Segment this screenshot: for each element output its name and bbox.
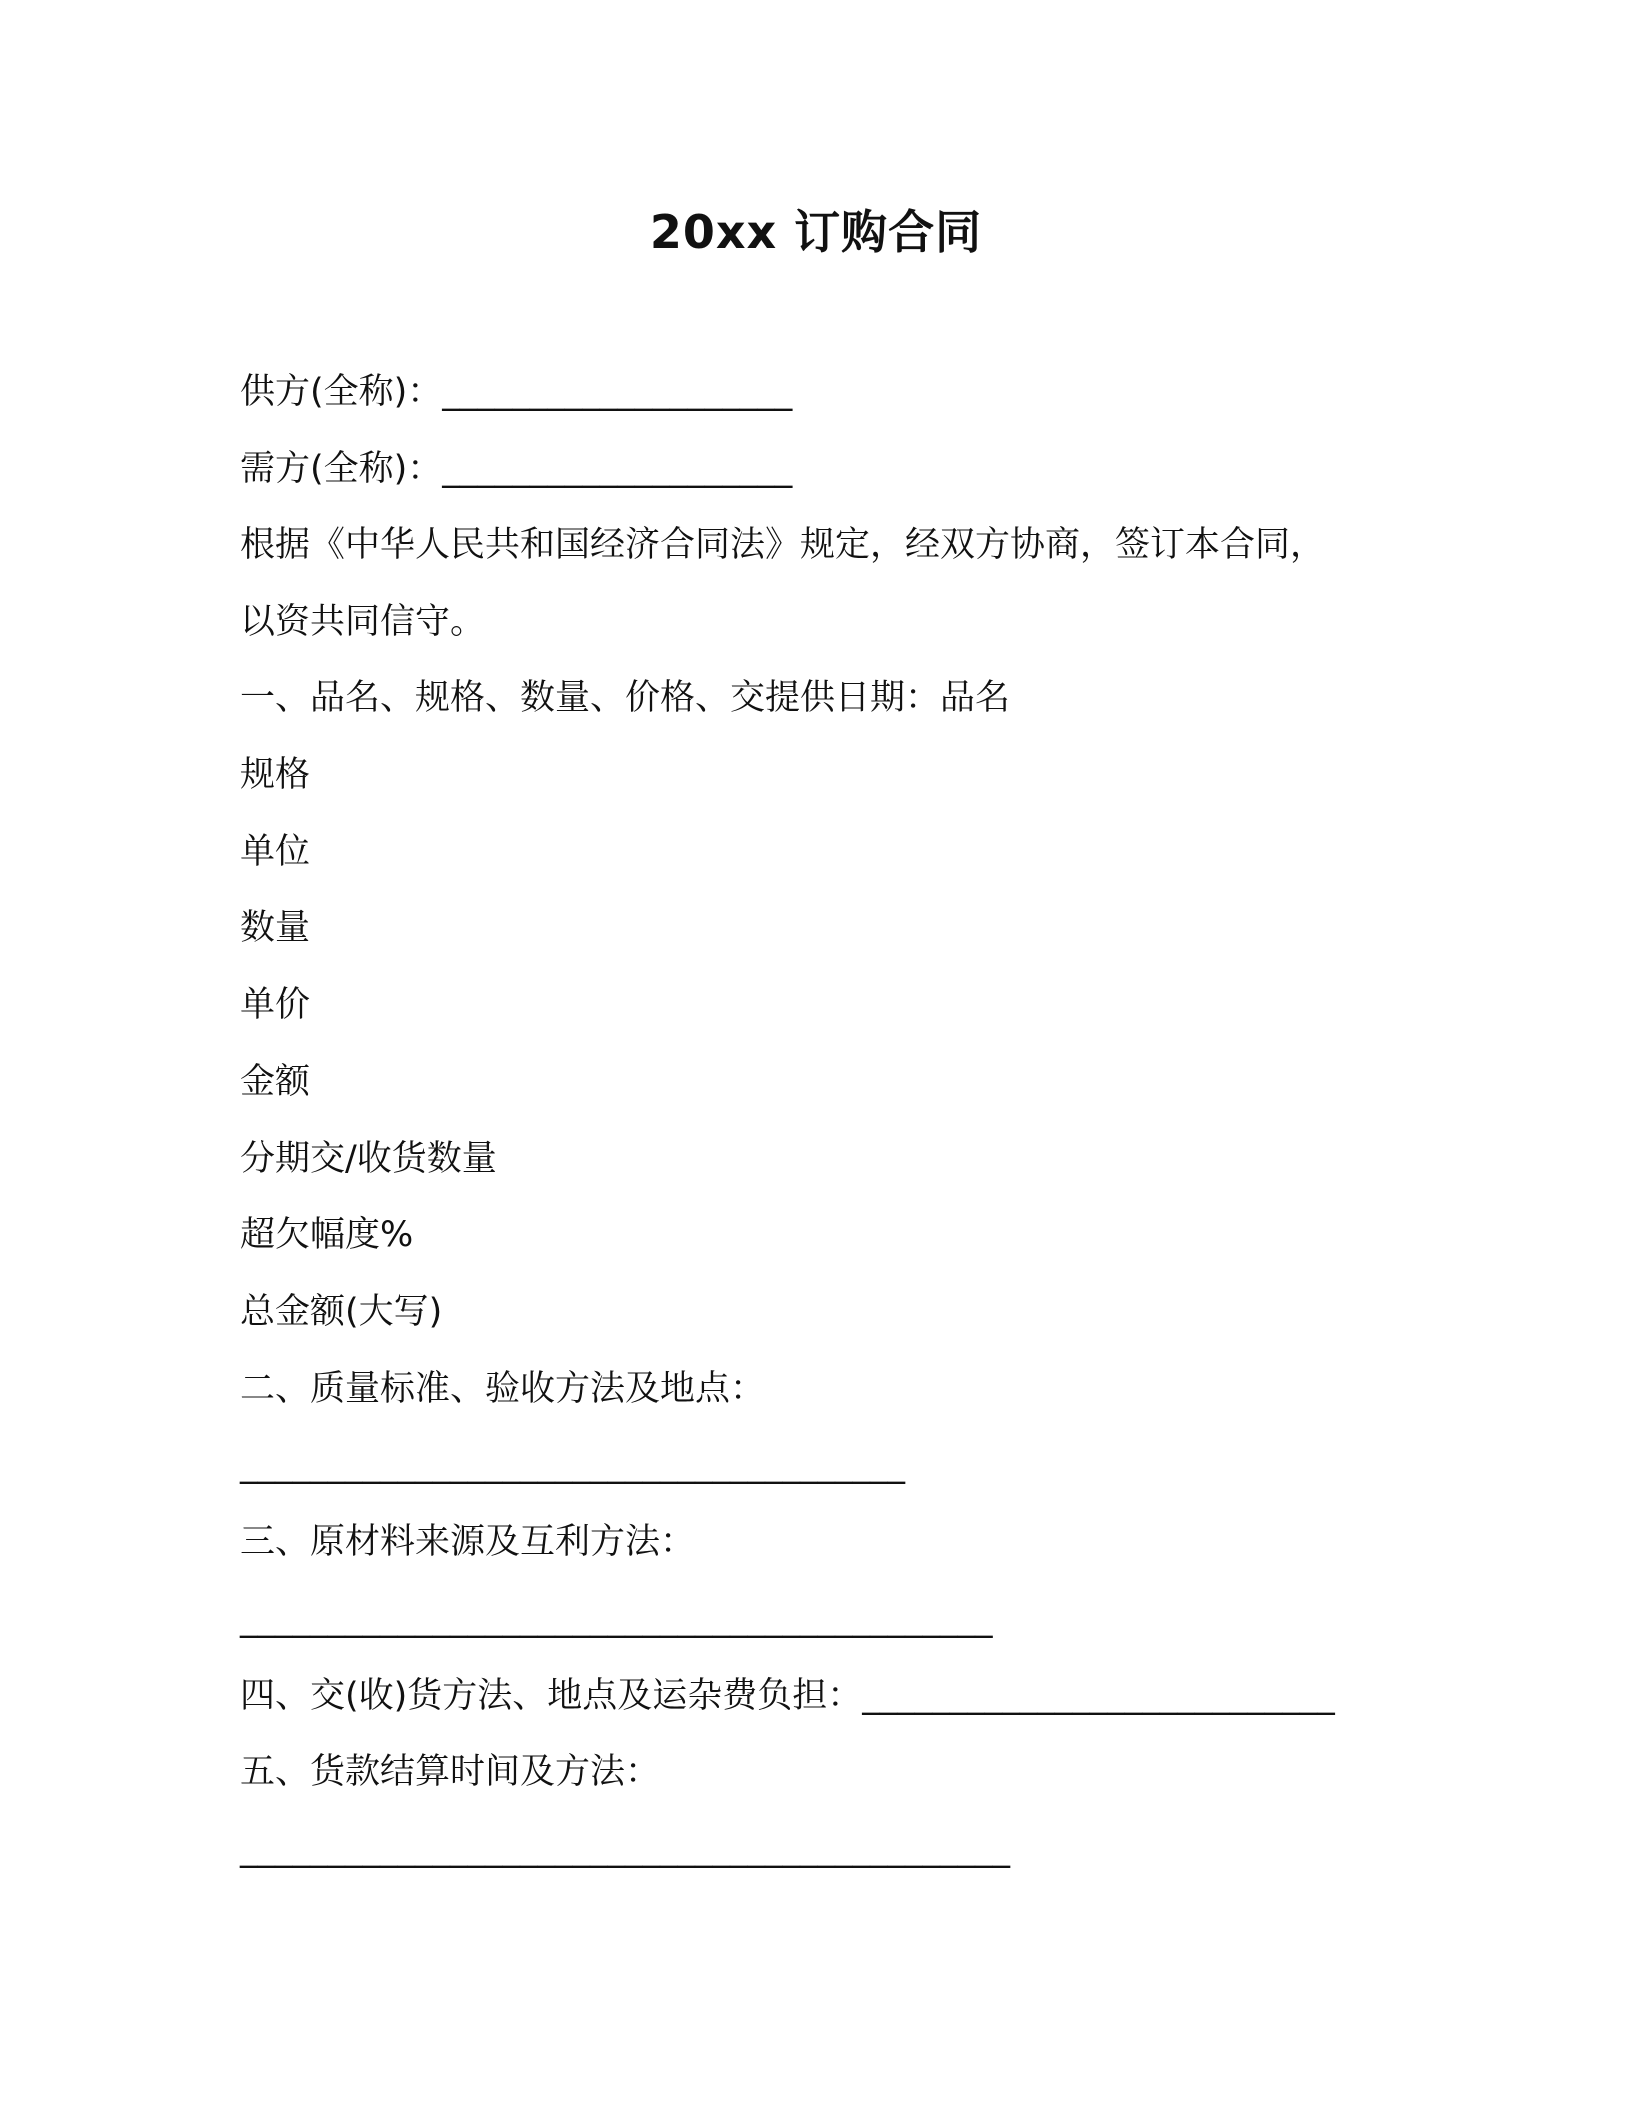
- section3-heading: 三、原材料来源及互利方法：: [240, 1522, 696, 1562]
- intro-line-1: 根据《中华人民共和国经济合同法》规定，经双方协商，签订本合同，: [240, 525, 1326, 565]
- section1-item-unit-price: 单价: [240, 985, 311, 1025]
- section3-blank: ___________________________________________: [240, 1599, 993, 1639]
- section1-item-total: 总金额(大写): [240, 1292, 443, 1332]
- supplier-line: 供方(全称)：____________________: [240, 372, 793, 412]
- section2-blank: ______________________________________: [240, 1445, 905, 1485]
- intro-line-2: 以资共同信守。: [240, 602, 486, 642]
- section5-heading: 五、货款结算时间及方法：: [240, 1752, 661, 1792]
- buyer-line: 需方(全称)：____________________: [240, 449, 793, 489]
- section1-item-quantity: 数量: [240, 908, 311, 948]
- section1-item-installment: 分期交/收货数量: [240, 1139, 497, 1179]
- section1-item-amount: 金额: [240, 1062, 311, 1102]
- document-title: 20xx 订购合同: [649, 205, 983, 259]
- section1-heading: 一、品名、规格、数量、价格、交提供日期：品名: [240, 678, 1011, 718]
- section2-heading: 二、质量标准、验收方法及地点：: [240, 1369, 766, 1409]
- section1-item-tolerance: 超欠幅度%: [240, 1215, 414, 1255]
- section4-line: 四、交(收)货方法、地点及运杂费负担：___________________________: [240, 1676, 1335, 1716]
- section1-item-unit: 单位: [240, 832, 311, 872]
- section5-blank: ____________________________________________: [240, 1829, 1010, 1869]
- section1-item-spec: 规格: [240, 755, 311, 795]
